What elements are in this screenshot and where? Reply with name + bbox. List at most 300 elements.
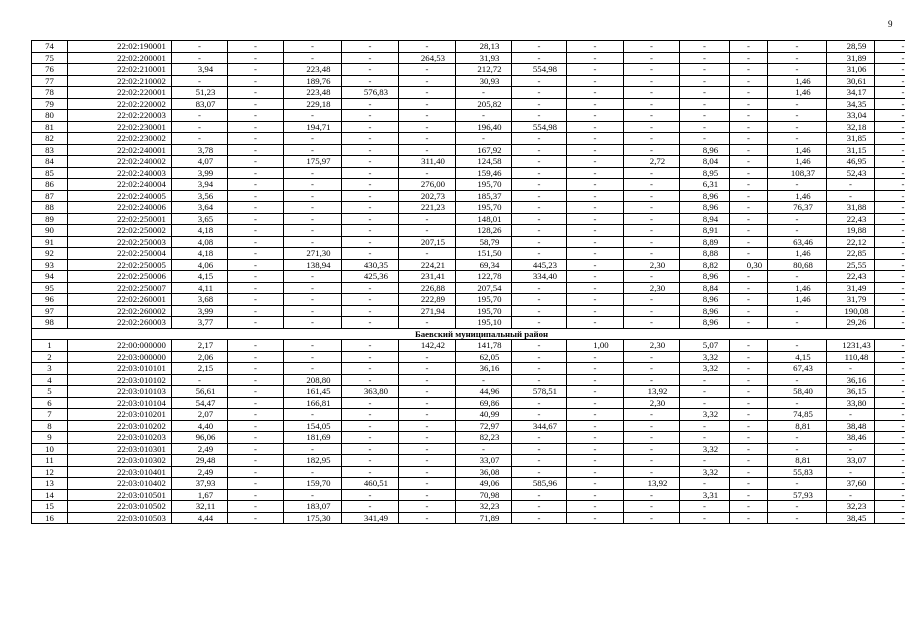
value-cell: - bbox=[875, 409, 905, 421]
value-cell: - bbox=[768, 271, 827, 283]
value-cell: - bbox=[399, 133, 456, 145]
value-cell: 151,50 bbox=[456, 248, 512, 260]
value-cell: - bbox=[680, 98, 730, 110]
row-number-cell: 74 bbox=[32, 41, 68, 53]
table-row bbox=[32, 294, 905, 306]
cadastral-code-cell: 22:02:210002 bbox=[68, 75, 172, 87]
value-cell: - bbox=[228, 64, 284, 76]
value-cell: - bbox=[875, 432, 905, 444]
value-cell: - bbox=[342, 351, 399, 363]
value-cell: 8,96 bbox=[680, 202, 730, 214]
value-cell: - bbox=[512, 374, 567, 386]
value-cell: - bbox=[567, 52, 624, 64]
value-cell: 70,98 bbox=[456, 489, 512, 501]
table-row bbox=[32, 52, 905, 64]
value-cell: 3,32 bbox=[680, 466, 730, 478]
value-cell: 33,07 bbox=[456, 455, 512, 467]
row-number-cell: 16 bbox=[32, 512, 68, 524]
value-cell: - bbox=[228, 420, 284, 432]
value-cell: - bbox=[624, 501, 680, 513]
value-cell: - bbox=[456, 374, 512, 386]
value-cell: 195,70 bbox=[456, 202, 512, 214]
row-number-cell: 15 bbox=[32, 501, 68, 513]
row-number-cell: 11 bbox=[32, 455, 68, 467]
value-cell: 1,46 bbox=[768, 294, 827, 306]
value-cell: 8,84 bbox=[680, 282, 730, 294]
value-cell: - bbox=[624, 52, 680, 64]
value-cell: - bbox=[228, 202, 284, 214]
row-number-cell: 14 bbox=[32, 489, 68, 501]
value-cell: - bbox=[567, 455, 624, 467]
cadastral-code-cell: 22:02:260002 bbox=[68, 305, 172, 317]
table-body-rows-after bbox=[32, 340, 905, 524]
value-cell: - bbox=[342, 167, 399, 179]
value-cell: 6,31 bbox=[680, 179, 730, 191]
value-cell: 167,92 bbox=[456, 144, 512, 156]
value-cell: - bbox=[680, 64, 730, 76]
value-cell: - bbox=[512, 133, 567, 145]
value-cell: - bbox=[512, 455, 567, 467]
value-cell: - bbox=[512, 466, 567, 478]
value-cell: 202,73 bbox=[399, 190, 456, 202]
value-cell: - bbox=[456, 443, 512, 455]
row-number-cell: 84 bbox=[32, 156, 68, 168]
table-row bbox=[32, 248, 905, 260]
value-cell: 8,96 bbox=[680, 317, 730, 329]
value-cell: - bbox=[875, 121, 905, 133]
value-cell: - bbox=[624, 363, 680, 375]
value-cell: 2,30 bbox=[624, 340, 680, 352]
value-cell: - bbox=[512, 41, 567, 53]
value-cell: - bbox=[730, 202, 768, 214]
table-row bbox=[32, 443, 905, 455]
value-cell: 195,70 bbox=[456, 294, 512, 306]
value-cell: 8,96 bbox=[680, 144, 730, 156]
value-cell: - bbox=[730, 87, 768, 99]
value-cell: - bbox=[624, 294, 680, 306]
value-cell: 208,80 bbox=[284, 374, 342, 386]
value-cell: - bbox=[399, 248, 456, 260]
value-cell: - bbox=[512, 110, 567, 122]
value-cell: - bbox=[680, 41, 730, 53]
value-cell: - bbox=[456, 87, 512, 99]
cadastral-code-cell: 22:02:240001 bbox=[68, 144, 172, 156]
value-cell: 22,43 bbox=[827, 213, 875, 225]
value-cell: - bbox=[567, 478, 624, 490]
value-cell: 82,23 bbox=[456, 432, 512, 444]
value-cell: - bbox=[399, 98, 456, 110]
value-cell: - bbox=[875, 478, 905, 490]
value-cell: - bbox=[567, 202, 624, 214]
value-cell: - bbox=[228, 305, 284, 317]
value-cell: 22,43 bbox=[827, 271, 875, 283]
value-cell: 40,99 bbox=[456, 409, 512, 421]
value-cell: 207,54 bbox=[456, 282, 512, 294]
value-cell: - bbox=[730, 225, 768, 237]
value-cell: - bbox=[567, 110, 624, 122]
value-cell: - bbox=[512, 409, 567, 421]
cadastral-code-cell: 22:03:010104 bbox=[68, 397, 172, 409]
value-cell: 58,40 bbox=[768, 386, 827, 398]
value-cell: 2,49 bbox=[172, 443, 228, 455]
value-cell: - bbox=[624, 167, 680, 179]
value-cell: 52,43 bbox=[827, 167, 875, 179]
value-cell: 264,53 bbox=[399, 52, 456, 64]
value-cell: - bbox=[875, 317, 905, 329]
value-cell: - bbox=[399, 41, 456, 53]
cadastral-code-cell: 22:03:010202 bbox=[68, 420, 172, 432]
value-cell: - bbox=[624, 351, 680, 363]
value-cell: - bbox=[875, 98, 905, 110]
value-cell: 2,07 bbox=[172, 409, 228, 421]
value-cell: - bbox=[284, 133, 342, 145]
table-row bbox=[32, 156, 905, 168]
value-cell: - bbox=[228, 432, 284, 444]
value-cell: 36,15 bbox=[827, 386, 875, 398]
value-cell: 31,88 bbox=[827, 202, 875, 214]
value-cell: - bbox=[342, 179, 399, 191]
value-cell: - bbox=[342, 225, 399, 237]
value-cell: - bbox=[512, 443, 567, 455]
value-cell: - bbox=[875, 248, 905, 260]
cadastral-code-cell: 22:02:190001 bbox=[68, 41, 172, 53]
value-cell: - bbox=[228, 317, 284, 329]
value-cell: 71,89 bbox=[456, 512, 512, 524]
value-cell: 554,98 bbox=[512, 64, 567, 76]
value-cell: 271,30 bbox=[284, 248, 342, 260]
value-cell: - bbox=[730, 397, 768, 409]
table-row bbox=[32, 512, 905, 524]
value-cell: - bbox=[680, 420, 730, 432]
page-number: 9 bbox=[888, 19, 893, 29]
table-row bbox=[32, 271, 905, 283]
value-cell: - bbox=[399, 121, 456, 133]
value-cell: - bbox=[284, 489, 342, 501]
value-cell: - bbox=[512, 397, 567, 409]
value-cell: - bbox=[768, 110, 827, 122]
value-cell: - bbox=[284, 466, 342, 478]
table-row bbox=[32, 167, 905, 179]
value-cell: - bbox=[512, 190, 567, 202]
value-cell: 3,99 bbox=[172, 305, 228, 317]
value-cell: - bbox=[567, 144, 624, 156]
value-cell: - bbox=[730, 386, 768, 398]
value-cell: 554,98 bbox=[512, 121, 567, 133]
value-cell: - bbox=[512, 144, 567, 156]
value-cell: 2,30 bbox=[624, 397, 680, 409]
value-cell: - bbox=[172, 75, 228, 87]
value-cell: - bbox=[512, 351, 567, 363]
value-cell: - bbox=[399, 225, 456, 237]
value-cell: 154,05 bbox=[284, 420, 342, 432]
value-cell: 1,67 bbox=[172, 489, 228, 501]
value-cell: - bbox=[875, 397, 905, 409]
value-cell: 195,70 bbox=[456, 305, 512, 317]
value-cell: - bbox=[768, 305, 827, 317]
value-cell: 1,46 bbox=[768, 282, 827, 294]
value-cell: - bbox=[624, 190, 680, 202]
value-cell: - bbox=[730, 363, 768, 375]
value-cell: - bbox=[730, 64, 768, 76]
value-cell: - bbox=[456, 110, 512, 122]
value-cell: - bbox=[512, 340, 567, 352]
value-cell: 195,10 bbox=[456, 317, 512, 329]
value-cell: - bbox=[768, 64, 827, 76]
value-cell: 3,65 bbox=[172, 213, 228, 225]
value-cell: 2,17 bbox=[172, 340, 228, 352]
value-cell: - bbox=[730, 144, 768, 156]
value-cell: - bbox=[730, 179, 768, 191]
row-number-cell: 80 bbox=[32, 110, 68, 122]
table-row bbox=[32, 317, 905, 329]
row-number-cell: 94 bbox=[32, 271, 68, 283]
value-cell: 32,11 bbox=[172, 501, 228, 513]
cadastral-code-cell: 22:03:000000 bbox=[68, 351, 172, 363]
value-cell: - bbox=[768, 340, 827, 352]
value-cell: - bbox=[875, 305, 905, 317]
value-cell: 8,81 bbox=[768, 455, 827, 467]
value-cell: 110,48 bbox=[827, 351, 875, 363]
value-cell: - bbox=[875, 52, 905, 64]
row-number-cell: 78 bbox=[32, 87, 68, 99]
value-cell: 31,15 bbox=[827, 144, 875, 156]
row-number-cell: 13 bbox=[32, 478, 68, 490]
value-cell: - bbox=[730, 271, 768, 283]
table-row bbox=[32, 190, 905, 202]
cadastral-code-cell: 22:03:010302 bbox=[68, 455, 172, 467]
value-cell: 3,78 bbox=[172, 144, 228, 156]
value-cell: 175,30 bbox=[284, 512, 342, 524]
value-cell: - bbox=[342, 248, 399, 260]
table-row bbox=[32, 282, 905, 294]
value-cell: 72,97 bbox=[456, 420, 512, 432]
value-cell: - bbox=[680, 432, 730, 444]
value-cell: - bbox=[399, 144, 456, 156]
value-cell: - bbox=[342, 420, 399, 432]
value-cell: - bbox=[228, 340, 284, 352]
value-cell: - bbox=[567, 213, 624, 225]
value-cell: - bbox=[875, 144, 905, 156]
value-cell: - bbox=[228, 225, 284, 237]
value-cell: - bbox=[228, 121, 284, 133]
value-cell: - bbox=[399, 110, 456, 122]
value-cell: 223,48 bbox=[284, 64, 342, 76]
value-cell: 2,30 bbox=[624, 282, 680, 294]
cadastral-code-cell: 22:02:240003 bbox=[68, 167, 172, 179]
value-cell: 31,79 bbox=[827, 294, 875, 306]
table-row bbox=[32, 489, 905, 501]
cadastral-code-cell: 22:02:240004 bbox=[68, 179, 172, 191]
cadastral-code-cell: 22:03:010402 bbox=[68, 478, 172, 490]
value-cell: 0,30 bbox=[730, 259, 768, 271]
value-cell: - bbox=[624, 466, 680, 478]
value-cell: 271,94 bbox=[399, 305, 456, 317]
value-cell: 80,68 bbox=[768, 259, 827, 271]
row-number-cell: 88 bbox=[32, 202, 68, 214]
value-cell: 30,61 bbox=[827, 75, 875, 87]
value-cell: - bbox=[827, 489, 875, 501]
value-cell: - bbox=[730, 409, 768, 421]
value-cell: - bbox=[730, 340, 768, 352]
value-cell: 124,58 bbox=[456, 156, 512, 168]
value-cell: - bbox=[624, 455, 680, 467]
row-number-cell: 75 bbox=[32, 52, 68, 64]
value-cell: - bbox=[875, 190, 905, 202]
value-cell: - bbox=[768, 432, 827, 444]
value-cell: 1,46 bbox=[768, 144, 827, 156]
value-cell: - bbox=[342, 236, 399, 248]
table-row bbox=[32, 374, 905, 386]
value-cell: 13,92 bbox=[624, 478, 680, 490]
value-cell: - bbox=[730, 478, 768, 490]
value-cell: - bbox=[567, 75, 624, 87]
row-number-cell: 91 bbox=[32, 236, 68, 248]
value-cell: - bbox=[567, 259, 624, 271]
value-cell: - bbox=[624, 202, 680, 214]
value-cell: 28,59 bbox=[827, 41, 875, 53]
value-cell: 3,56 bbox=[172, 190, 228, 202]
value-cell: 311,40 bbox=[399, 156, 456, 168]
value-cell: - bbox=[342, 282, 399, 294]
value-cell: 578,51 bbox=[512, 386, 567, 398]
value-cell: - bbox=[624, 133, 680, 145]
value-cell: 8,82 bbox=[680, 259, 730, 271]
row-number-cell: 2 bbox=[32, 351, 68, 363]
value-cell: - bbox=[342, 409, 399, 421]
value-cell: 58,79 bbox=[456, 236, 512, 248]
value-cell: - bbox=[228, 443, 284, 455]
value-cell: 8,96 bbox=[680, 190, 730, 202]
value-cell: 31,06 bbox=[827, 64, 875, 76]
value-cell: - bbox=[730, 133, 768, 145]
table-row bbox=[32, 455, 905, 467]
value-cell: - bbox=[284, 225, 342, 237]
value-cell: 185,37 bbox=[456, 190, 512, 202]
value-cell: - bbox=[342, 294, 399, 306]
cadastral-code-cell: 22:02:230001 bbox=[68, 121, 172, 133]
value-cell: 229,18 bbox=[284, 98, 342, 110]
value-cell: 32,23 bbox=[827, 501, 875, 513]
value-cell: - bbox=[567, 489, 624, 501]
value-cell: - bbox=[172, 110, 228, 122]
value-cell: - bbox=[567, 409, 624, 421]
table-body-rows-before bbox=[32, 41, 905, 329]
value-cell: - bbox=[342, 489, 399, 501]
value-cell: - bbox=[680, 133, 730, 145]
value-cell: 44,96 bbox=[456, 386, 512, 398]
value-cell: 3,32 bbox=[680, 351, 730, 363]
value-cell: - bbox=[567, 432, 624, 444]
value-cell: - bbox=[228, 386, 284, 398]
value-cell: - bbox=[512, 179, 567, 191]
value-cell: - bbox=[730, 443, 768, 455]
value-cell: 223,48 bbox=[284, 87, 342, 99]
value-cell: - bbox=[512, 363, 567, 375]
value-cell: - bbox=[512, 489, 567, 501]
table-row bbox=[32, 305, 905, 317]
row-number-cell: 1 bbox=[32, 340, 68, 352]
value-cell: 128,26 bbox=[456, 225, 512, 237]
value-cell: - bbox=[680, 110, 730, 122]
value-cell: - bbox=[284, 363, 342, 375]
table-row bbox=[32, 259, 905, 271]
value-cell: - bbox=[567, 167, 624, 179]
value-cell: - bbox=[399, 397, 456, 409]
value-cell: - bbox=[228, 179, 284, 191]
value-cell: - bbox=[284, 144, 342, 156]
value-cell: - bbox=[730, 501, 768, 513]
value-cell: - bbox=[875, 236, 905, 248]
value-cell: - bbox=[228, 110, 284, 122]
row-number-cell: 8 bbox=[32, 420, 68, 432]
table-row bbox=[32, 363, 905, 375]
value-cell: - bbox=[512, 213, 567, 225]
value-cell: - bbox=[567, 466, 624, 478]
value-cell: 341,49 bbox=[342, 512, 399, 524]
value-cell: - bbox=[284, 317, 342, 329]
cadastral-code-cell: 22:03:010201 bbox=[68, 409, 172, 421]
row-number-cell: 79 bbox=[32, 98, 68, 110]
cadastral-code-cell: 22:03:010301 bbox=[68, 443, 172, 455]
value-cell: - bbox=[512, 225, 567, 237]
value-cell: 161,45 bbox=[284, 386, 342, 398]
value-cell: 2,72 bbox=[624, 156, 680, 168]
value-cell: 3,32 bbox=[680, 409, 730, 421]
value-cell: 4,18 bbox=[172, 248, 228, 260]
value-cell: 76,37 bbox=[768, 202, 827, 214]
value-cell: - bbox=[284, 179, 342, 191]
table-row bbox=[32, 432, 905, 444]
value-cell: 2,30 bbox=[624, 259, 680, 271]
value-cell: - bbox=[567, 225, 624, 237]
value-cell: - bbox=[399, 374, 456, 386]
value-cell: - bbox=[342, 305, 399, 317]
value-cell: 276,00 bbox=[399, 179, 456, 191]
cadastral-code-cell: 22:02:220001 bbox=[68, 87, 172, 99]
value-cell: - bbox=[680, 121, 730, 133]
cadastral-code-cell: 22:03:010501 bbox=[68, 489, 172, 501]
value-cell: - bbox=[342, 455, 399, 467]
value-cell: - bbox=[875, 179, 905, 191]
value-cell: - bbox=[342, 443, 399, 455]
value-cell: - bbox=[730, 75, 768, 87]
value-cell: - bbox=[399, 432, 456, 444]
value-cell: 38,45 bbox=[827, 512, 875, 524]
row-number-cell: 96 bbox=[32, 294, 68, 306]
value-cell: - bbox=[624, 98, 680, 110]
value-cell: - bbox=[827, 179, 875, 191]
value-cell: 8,94 bbox=[680, 213, 730, 225]
value-cell: - bbox=[768, 213, 827, 225]
cadastral-code-cell: 22:03:010503 bbox=[68, 512, 172, 524]
value-cell: - bbox=[342, 374, 399, 386]
value-cell: - bbox=[172, 374, 228, 386]
value-cell: 3,64 bbox=[172, 202, 228, 214]
value-cell: 8,96 bbox=[680, 271, 730, 283]
value-cell: 38,46 bbox=[827, 432, 875, 444]
value-cell: - bbox=[342, 317, 399, 329]
value-cell: 183,07 bbox=[284, 501, 342, 513]
value-cell: - bbox=[172, 133, 228, 145]
value-cell: - bbox=[827, 363, 875, 375]
table-section-heading bbox=[32, 328, 905, 340]
value-cell: - bbox=[399, 420, 456, 432]
row-number-cell: 6 bbox=[32, 397, 68, 409]
value-cell: 29,26 bbox=[827, 317, 875, 329]
value-cell: - bbox=[342, 75, 399, 87]
value-cell: 69,86 bbox=[456, 397, 512, 409]
value-cell: - bbox=[827, 466, 875, 478]
